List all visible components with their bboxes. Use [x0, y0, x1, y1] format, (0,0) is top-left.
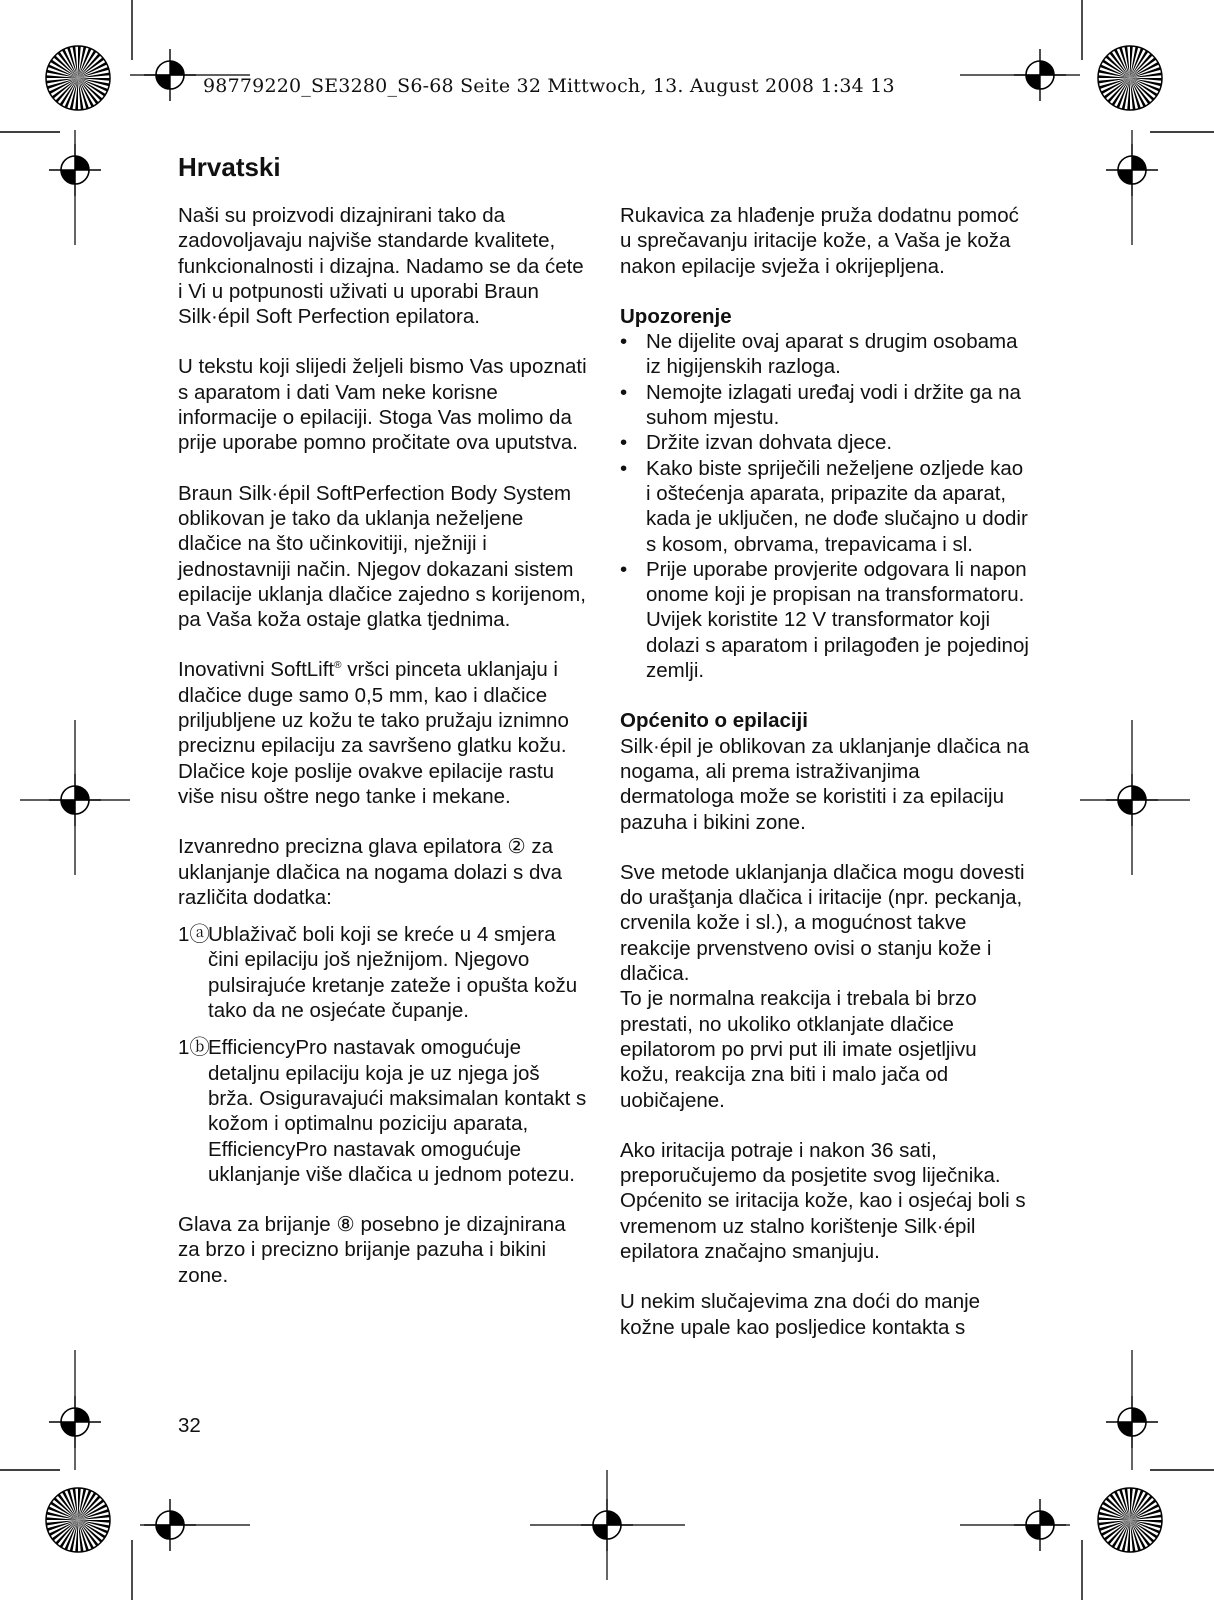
- epilator-head-paragraph: Izvanredno precizna glava epilatora ② za uklanjanje dlačica na nogama dolazi s dva različita dodatka:: [178, 835, 563, 909]
- list-item: • Kako biste spriječili neželjene ozljede kao i oštećenja aparata, pripazite da aparat, kada je uključen, ne dođe slučajno u dodir s kosom, obrvama, trepavicama i sl.: [620, 456, 1030, 557]
- item-marker-1b: 1ⓑ: [178, 1036, 210, 1060]
- softlift-paragraph: Inovativni SoftLift® vršci pinceta uklanjaju i dlačice duge samo 0,5 mm, kao i dlačice priljubljene uz kožu te tako pružaju iznimno preciznu epilaciju za savršeno glatku kožu. Dlačice koje poslije ovakve epilacije rastu više nisu oštre nego tanke i mekane.: [178, 658, 569, 808]
- instructions-paragraph: U tekstu koji slijedi željeli bismo Vas upoznati s aparatom i dati Vam neke korisne informacije o epilaciji. Stoga Vas molimo da prije uporabe pomno pročitate ova uputstva.: [178, 355, 587, 455]
- page-title: Hrvatski: [178, 152, 281, 182]
- item-marker-1a: 1ⓐ: [178, 923, 210, 947]
- attachment-1a: 1ⓐ Ublaživač boli koji se kreće u 4 smjera čini epilaciju još nježnijom. Njegovo pulsirajuće kretanje zateže i opušta kožu tako da ne osjećate čupanje.: [178, 923, 578, 1023]
- shaving-head-paragraph: Glava za brijanje ⑧ posebno je dizajnirana za brzo i precizno brijanje pazuha i bikini zone.: [178, 1213, 566, 1287]
- attachment-1b: 1ⓑ EfficiencyPro nastavak omogućuje detaljnu epilaciju koja je uz njega još brža. Osiguravajući maksimalan kontakt s kožom i optimalnu poziciju aparata, EfficiencyPro nastavak omogućuje uklanjanje više dlačica u jednom potezu.: [178, 1036, 587, 1186]
- warning-list: [620, 329, 1030, 683]
- system-paragraph: Braun Silk·épil SoftPerfection Body System oblikovan je tako da uklanja neželjene dlačice na što učinkovitiji, nježniji i jednostavniji način. Njegov dokazani sistem epilacije uklanja dlačice zajedno s korijenom, pa Vaša koža ostaje glatka tjednima.: [178, 481, 586, 632]
- general-paragraph-3: Ako iritacija potraje i nakon 36 sati, preporučujemo da posjetite svog liječnika. Općenito se iritacija kože, kao i osjećaj boli s vremenom uz stalno korištenje Silk·épil epilatora značajno smanjuju.: [620, 1138, 1026, 1263]
- star-target-top-left: [46, 46, 110, 110]
- general-paragraph-4: U nekim slučajevima zna doći do manje kožne upale kao posljedice kontakta s: [620, 1290, 981, 1339]
- registered-mark: ®: [334, 660, 342, 672]
- cooling-glove-paragraph: Rukavica za hlađenje pruža dodatnu pomoć u sprečavanju iritacije kože, a Vaša je koža nakon epilacije svježa i okrijepljena.: [620, 204, 1019, 278]
- star-target-bottom-left: [46, 1488, 110, 1552]
- general-paragraph-2a: Sve metode uklanjanja dlačica mogu dovesti do urašţanja dlačica i iritacije (npr. peckanja, crvenila kože i sl.), a mogućnost takve reakcije prvenstveno ovisi o stanju kože i dlačica.: [620, 860, 1025, 986]
- star-target-bottom-right: [1098, 1488, 1162, 1552]
- star-target-top-right: [1098, 46, 1162, 110]
- right-column: [620, 203, 1030, 1340]
- general-paragraph-2b: To je normalna reakcija i trebala bi brzo prestati, no ukoliko otklanjate dlačice epilatorom po prvi put ili imate osjetljivu kožu, reakcija zna biti i malo jača od uobičajene.: [620, 987, 977, 1112]
- list-item: • Držite izvan dohvata djece.: [620, 430, 1030, 455]
- list-item: • Ne dijelite ovaj aparat s drugim osobama iz higijenskih razloga.: [620, 329, 1030, 380]
- print-header: 98779220_SE3280_S6-68 Seite 32 Mittwoch, 13. August 2008 1:34 13: [203, 75, 895, 97]
- list-item: • Nemojte izlagati uređaj vodi i držite ga na suhom mjestu.: [620, 380, 1030, 431]
- warning-heading: Upozorenje: [620, 304, 732, 328]
- page-number: 32: [178, 1414, 201, 1437]
- list-item: • Prije uporabe provjerite odgovara li napon onome koji je propisan na transformatoru. Uvijek koristite 12 V transformator koji dolazi s aparatom i prilagođen je pojedinoj zemlji.: [620, 557, 1030, 683]
- general-heading: Općenito o epilaciji: [620, 709, 808, 733]
- general-paragraph-1: Silk·épil je oblikovan za uklanjanje dlačica na nogama, ali prema istraživanjima dermatologa može se koristiti i za epilaciju pazuha i bikini zone.: [620, 734, 1030, 834]
- left-column: [178, 203, 588, 1288]
- intro-paragraph: Naši su proizvodi dizajnirani tako da zadovoljavaju najviše standarde kvalitete, funkcionalnosti i dizajna. Nadamo se da ćete i Vi u potpunosti uživati u uporabi Braun Silk·épil Soft Perfection epilatora.: [178, 204, 584, 329]
